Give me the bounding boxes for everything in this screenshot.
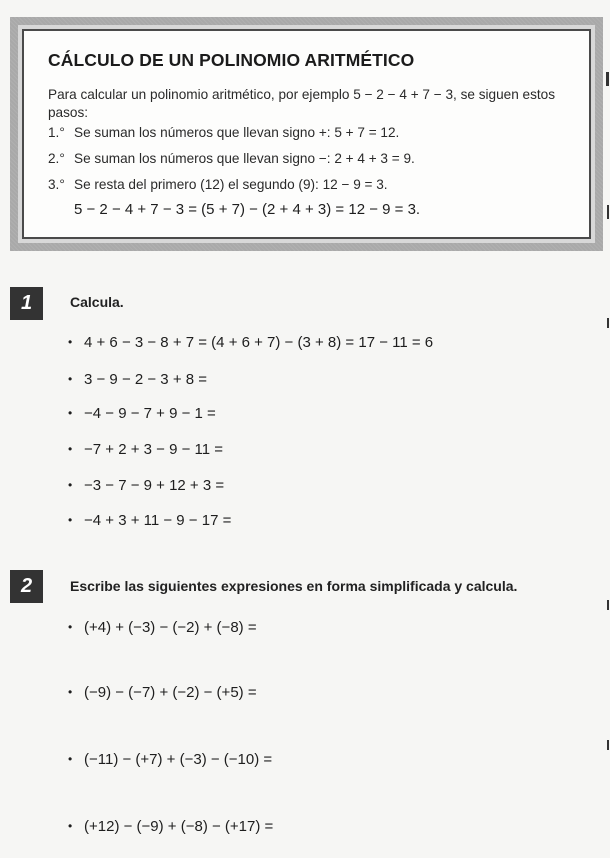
expression: (+12) − (−9) + (−8) − (+17) =	[84, 818, 274, 835]
bullet-icon: •	[68, 685, 73, 699]
exercise-heading: Calcula.	[70, 294, 124, 310]
bullet-icon: •	[68, 513, 73, 527]
step-text: Se suman los números que llevan signo +: 5 + 7 = 12.	[74, 125, 400, 140]
expression: −3 − 7 − 9 + 12 + 3 =	[84, 477, 225, 494]
bullet-icon: •	[68, 335, 73, 349]
step-number: 1.°	[48, 125, 65, 140]
theory-step	[48, 151, 415, 166]
bullet-icon: •	[68, 620, 73, 634]
exercise-item	[68, 818, 273, 835]
theory-result: 5 − 2 − 4 + 7 − 3 = (5 + 7) − (2 + 4 + 3) = 12 − 9 = 3.	[74, 201, 421, 218]
theory-step	[48, 177, 388, 192]
bullet-icon: •	[68, 442, 73, 456]
exercise-item	[68, 405, 216, 422]
theory-step	[48, 125, 399, 140]
exercise-item	[68, 371, 207, 388]
exercise-item	[68, 512, 231, 529]
scan-mark	[606, 72, 609, 86]
step-number: 2.°	[48, 151, 65, 166]
exercise-number-badge: 2	[10, 570, 43, 603]
scan-mark	[607, 318, 609, 328]
exercise-item	[68, 477, 224, 494]
step-text: Se resta del primero (12) el segundo (9): 12 − 9 = 3.	[74, 177, 388, 192]
theory-title: CÁLCULO DE UN POLINOMIO ARITMÉTICO	[48, 50, 415, 70]
exercise-heading: Escribe las siguientes expresiones en forma simplificada y calcula.	[70, 578, 518, 594]
expression: −7 + 2 + 3 − 9 − 11 =	[84, 441, 224, 458]
scan-mark	[607, 740, 609, 750]
scan-mark	[607, 205, 609, 219]
expression: −4 + 3 + 11 − 9 − 17 =	[84, 512, 232, 529]
expression: −4 − 9 − 7 + 9 − 1 =	[84, 405, 216, 422]
expression: (−11) − (+7) + (−3) − (−10) =	[84, 751, 273, 768]
scan-mark	[607, 600, 609, 610]
bullet-icon: •	[68, 372, 73, 386]
exercise-item	[68, 441, 223, 458]
exercise-item	[68, 684, 257, 701]
expression: (−9) − (−7) + (−2) − (+5) =	[84, 684, 257, 701]
exercise-number-badge: 1	[10, 287, 43, 320]
bullet-icon: •	[68, 478, 73, 492]
expression: (+4) + (−3) − (−2) + (−8) =	[84, 619, 257, 636]
step-number: 3.°	[48, 177, 65, 192]
expression: 4 + 6 − 3 − 8 + 7 = (4 + 6 + 7) − (3 + 8) = 17 − 11 = 6	[84, 334, 434, 351]
theory-intro: Para calcular un polinomio aritmético, por ejemplo 5 − 2 − 4 + 7 − 3, se siguen estos pasos:	[48, 87, 556, 120]
expression: 3 − 9 − 2 − 3 + 8 =	[84, 371, 208, 388]
bullet-icon: •	[68, 819, 73, 833]
exercise-item	[68, 619, 257, 636]
exercise-item	[68, 751, 272, 768]
step-text: Se suman los números que llevan signo −: 2 + 4 + 3 = 9.	[74, 151, 415, 166]
exercise-item	[68, 334, 433, 351]
bullet-icon: •	[68, 752, 73, 766]
bullet-icon: •	[68, 406, 73, 420]
